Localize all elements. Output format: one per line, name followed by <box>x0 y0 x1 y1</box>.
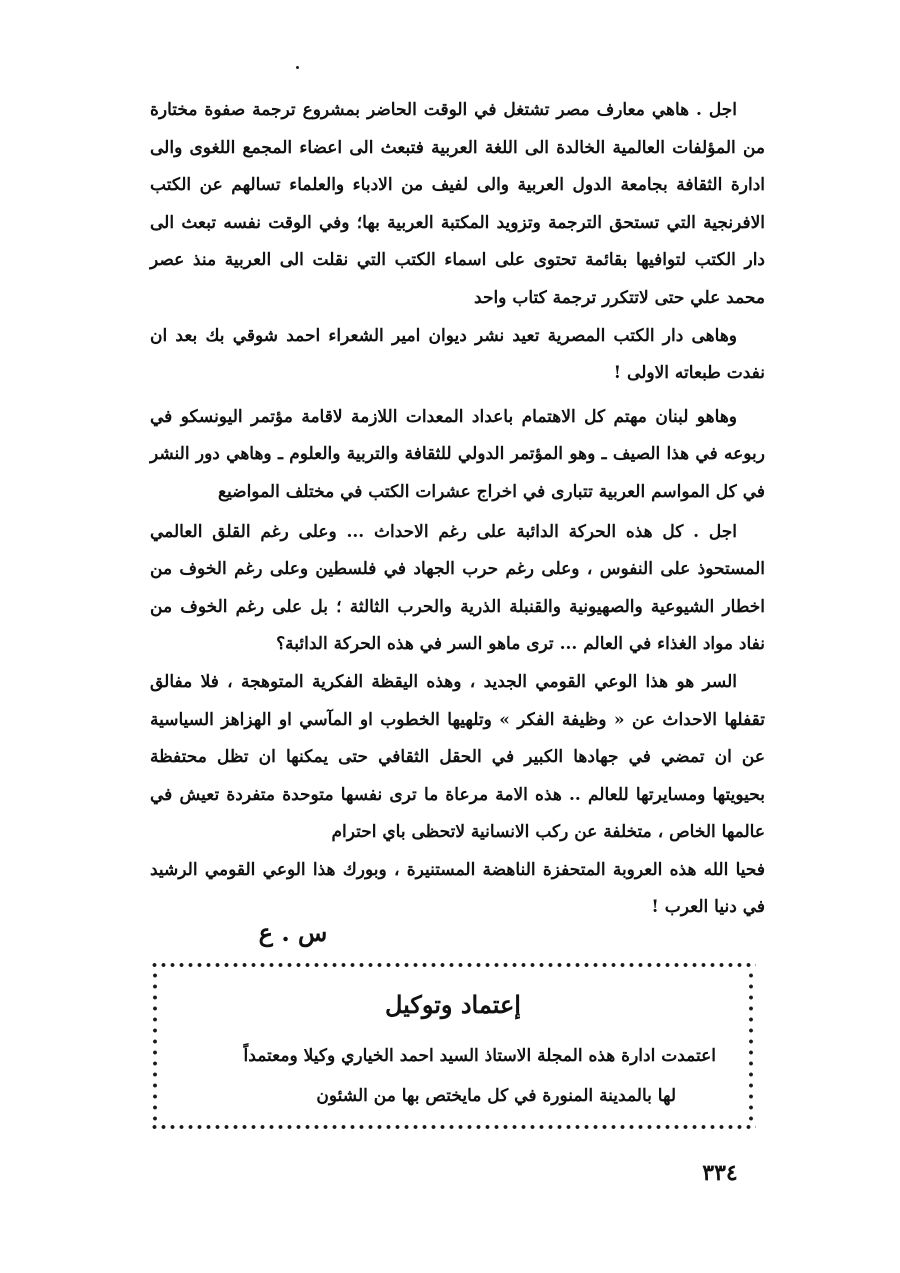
notice-body <box>190 1036 716 1116</box>
scan-dot <box>296 66 299 69</box>
notice-box <box>150 960 756 1132</box>
article-body <box>150 92 765 927</box>
page-number: ٣٣٤ <box>702 1160 738 1186</box>
notice-line: لها بالمدينة المنورة في كل مايختص بها من الشئون <box>316 1086 676 1106</box>
article-paragraph: فحيا الله هذه العروبة المتحفزة الناهضة المستنيرة ، وبورك هذا الوعي القومي الرشيد في دنيا العرب ! <box>150 859 765 918</box>
dotted-border-bottom <box>150 1122 756 1132</box>
article-paragraph: وهاهو لبنان مهتم كل الاهتمام باعداد المعدات اللازمة لاقامة مؤتمر اليونسكو في ربوعه في هذا الصيف ـ وهو المؤتمر الدولي للثقافة والتربية والعلوم ـ وهاهي دور النشر في كل المواسم العربية تتبارى في اخراج عشرات الكتب في مختلف المواضيع <box>150 406 765 502</box>
article-paragraph: اجل . كل هذه الحركة الدائبة على رغم الاحداث ... وعلى رغم القلق العالمي المستحوذ على النفوس ، وعلى رغم حرب الجهاد في فلسطين وعلى رغم الخوف من اخطار الشيوعية والصهيونية والقنبلة الذرية والحرب الثالثة ؛ بل على رغم الخوف من نفاد مواد الغذاء في العالم ... ترى ماهو السر في هذه الحركة الدائبة؟ <box>150 521 765 655</box>
notice-title: إعتماد وتوكيل <box>385 990 521 1019</box>
notice-line: اعتمدت ادارة هذه المجلة الاستاذ السيد احمد الخياري وكيلا ومعتمداً <box>243 1046 716 1066</box>
article-paragraph: وهاهى دار الكتب المصرية تعيد نشر ديوان امير الشعراء احمد شوقي بك بعد ان نفدت طبعاته الاولى ! <box>150 325 765 384</box>
article-paragraph: اجل . هاهي معارف مصر تشتغل في الوقت الحاضر بمشروع ترجمة صفوة مختارة من المؤلفات العالمية الخالدة الى اللغة العربية فتبعث الى اعضاء المجمع اللغوى والى ادارة الثقافة بجامعة الدول العربية والى لفيف من الادباء والعلماء تسالهم عن الكتب الافرنجية التي تستحق الترجمة وتزويد المكتبة العربية بها؛ وفي الوقت نفسه تبعث الى دار الكتب لتوافيها بقائمة تحتوى على اسماء الكتب التي نقلت الى العربية منذ عصر محمد علي حتى لاتتكرر ترجمة كتاب واحد <box>150 100 765 308</box>
dotted-border-top <box>150 960 756 970</box>
article-paragraph: السر هو هذا الوعي القومي الجديد ، وهذه اليقظة الفكرية المتوهجة ، فلا مفالق تقفلها الاحداث عن « وظيفة الفكر » وتلهيها الخطوب او المآسي او الهزاهز السياسية عن ان تمضي في جهادها الكبير في الحقل الثقافي حتى يمكنها ان تظل محتفظة بحيويتها ومسايرتها للعالم .. هذه الامة مرعاة ما ترى نفسها متوحدة متفردة تعيش في عالمها الخاص ، متخلفة عن ركب الانسانية لاتحظى باي احترام <box>150 671 765 843</box>
author-signature: س . ع <box>258 918 328 947</box>
